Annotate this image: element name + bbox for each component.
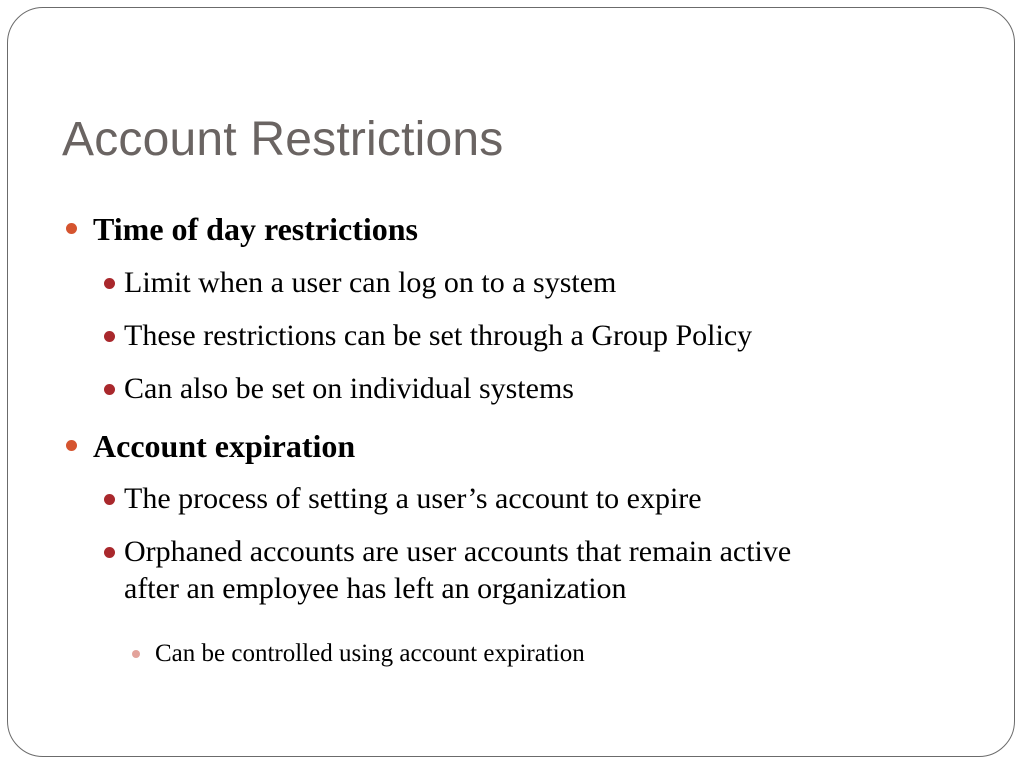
bullet-process-expire	[124, 482, 702, 516]
bullet-heading: Account expiration	[93, 428, 356, 464]
bullet-limit-logon	[124, 266, 616, 300]
bullet-dot-icon	[132, 650, 140, 658]
bullet-orphaned-accounts	[124, 535, 791, 613]
bullet-dot-icon	[104, 384, 115, 395]
bullet-text-line-1: Orphaned accounts are user accounts that remain active	[124, 535, 792, 568]
bullet-text: These restrictions can be set through a Group Policy	[124, 319, 753, 352]
bullet-dot-icon	[66, 223, 77, 234]
slide-title: Account Restrictions	[62, 113, 504, 166]
bullet-text-line-2: after an employee has left an organization	[124, 572, 627, 605]
bullet-dot-icon	[104, 494, 115, 505]
bullet-dot-icon	[66, 440, 77, 451]
bullet-dot-icon	[104, 331, 115, 342]
bullet-controlled-expiration	[155, 640, 585, 668]
bullet-dot-icon	[104, 547, 115, 558]
bullet-text: Can also be set on individual systems	[124, 372, 574, 405]
bullet-time-of-day	[93, 211, 418, 248]
bullet-heading: Time of day restrictions	[93, 211, 418, 247]
bullet-text: The process of setting a user’s account to expire	[124, 482, 702, 515]
bullet-individual-systems	[124, 372, 574, 406]
bullet-account-expiration	[93, 428, 355, 465]
bullet-text: Can be controlled using account expiration	[155, 640, 585, 667]
bullet-text: Limit when a user can log on to a system	[124, 266, 617, 299]
bullet-dot-icon	[104, 278, 115, 289]
bullet-group-policy	[124, 319, 752, 353]
